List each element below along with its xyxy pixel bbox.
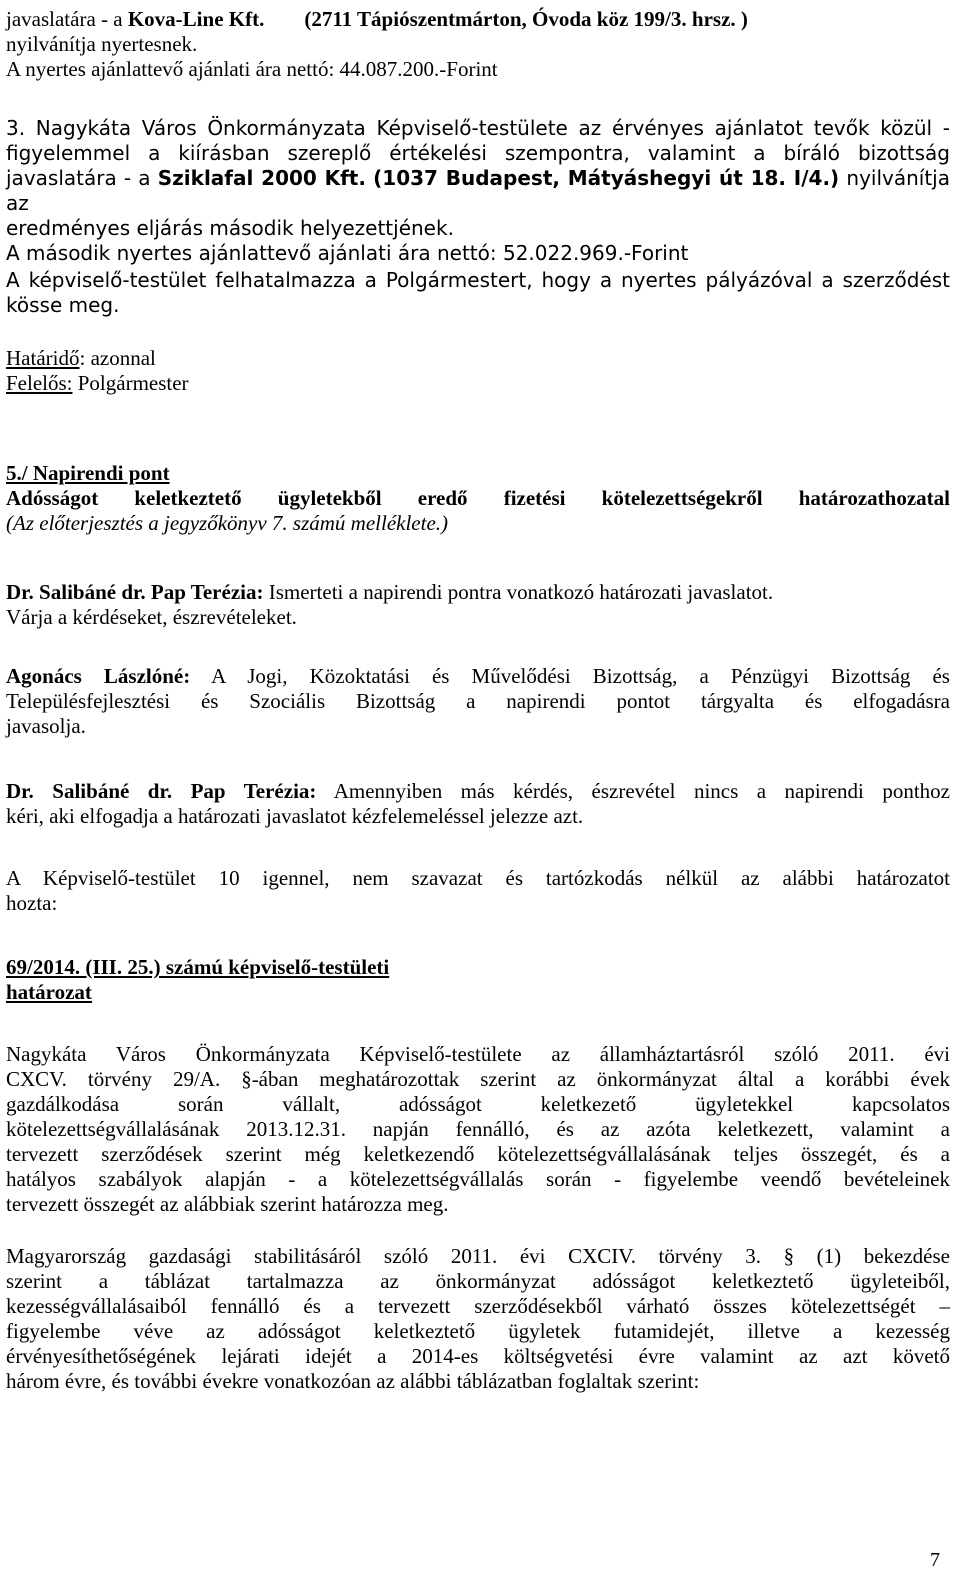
authorization-paragraph: A képviselő-testület felhatalmazza a Polgármestert, hogy a nyertes pályázóval a szerződést kösse meg. [6,268,950,317]
second-place-paragraph: 3. Nagykáta Város Önkormányzata Képviselő-testülete az érvényes ajánlatot tevők közül - figyelemmel a kiírásban szereplő értékelési szempontra, valamint a bíráló bizottság javaslatára - a Sziklafal 2000 Kft. (1037 Budapest, Mátyáshegyi út 18. I/4.) nyilvánítja az eredményes eljárás második helyezettjének. A második nyertes ajánlattevő ajánlati ára nettó: 52.022.969.-Forint [6,116,950,265]
speaker-name: Agonács Lászlóné: [6,664,191,688]
deadline-block [6,346,950,396]
speaker-name: Dr. Salibáné dr. Pap Terézia: [6,580,264,604]
responsible-line: Felelős: Polgármester [6,371,189,395]
vote-paragraph: A Képviselő-testület 10 igennel, nem szavazat és tartózkodás nélkül az alábbi határozatot hozta: [6,866,950,915]
winner-company: Kova-Line Kft. [127,7,265,31]
winner-address: (2711 Tápiószentmárton, Óvoda köz 199/3. hrsz. ) [304,7,748,31]
agenda-item [6,461,950,536]
speech-mayor-1: Dr. Salibáné dr. Pap Terézia: Ismerteti a napirendi pontra vonatkozó határozati javaslatot. Várja a kérdéseket, észrevételeket. [6,580,774,629]
agenda-note: (Az előterjesztés a jegyzőkönyv 7. számú melléklete.) [6,511,449,535]
second-place-price: A második nyertes ajánlattevő ajánlati ára nettó: 52.022.969.-Forint [6,241,689,265]
agenda-title: Adósságot keletkeztető ügyletekből eredő fizetési kötelezettségekről határozathozatal [6,486,950,510]
winner-line-1: javaslatára - a Kova-Line Kft. (2711 Tápiószentmárton, Óvoda köz 199/3. hrsz. ) [6,7,748,31]
deadline-line: Határidő: azonnal [6,346,156,370]
resolution-heading: 69/2014. (III. 25.) számú képviselő-testületi határozat [6,955,390,1004]
page-number: 7 [930,1549,940,1571]
speech-committee: Agonács Lászlóné: A Jogi, Közoktatási és Művelődési Bizottság, a Pénzügyi Bizottság és Településfejlesztési és Szociális Bizottság a napirendi pontot tárgyalta és elfogadásra javasolja. [6,664,950,738]
second-place-address: (1037 Budapest, Mátyáshegyi út 18. I/4.) [373,166,840,190]
agenda-number: 5./ Napirendi pont [6,461,170,485]
second-place-company: Sziklafal 2000 Kft. [157,166,366,190]
speech-mayor-2: Dr. Salibáné dr. Pap Terézia: Amennyiben más kérdés, észrevétel nincs a napirendi ponthoz kéri, aki elfogadja a határozati javaslatot kézfelemeléssel jelezze azt. [6,779,950,828]
winner-paragraph: javaslatára - a Kova-Line Kft. (2711 Tápiószentmárton, Óvoda köz 199/3. hrsz. ) nyilvánítja nyertesnek. A nyertes ajánlattevő ajánlati ára nettó: 44.087.200.-Forint [6,7,950,82]
second-place-line-3: javaslatára - a Sziklafal 2000 Kft. (1037 Budapest, Mátyáshegyi út 18. I/4.) nyilvánítja az [6,166,950,215]
winner-price: A nyertes ajánlattevő ajánlati ára nettó: 44.087.200.-Forint [6,57,498,81]
resolution-body-1: Nagykáta Város Önkormányzata Képviselő-testülete az államháztartásról szóló 2011. évi CXCV. törvény 29/A. §-ában meghatározottak szerint az önkormányzat által a korábbi évek gazdálkodása során vállalt, adósságot keletkezető ügyletekkel kapcsolatos kötelezettségvállalásának 2013.12.31. napján fennálló, és az azóta keletkezett, valamint a tervezett szerződések szerint még keletkezendő kötelezettségvállalásának teljes összegét, és a hatályos szabályok alapján - a kötelezettségvállalás során - figyelembe veendő bevételeinek tervezett összegét az alábbiak szerint határozza meg. [6,1042,950,1216]
resolution-body-2: Magyarország gazdasági stabilitásáról szóló 2011. évi CXCIV. törvény 3. § (1) bekezdése szerint a táblázat tartalmazza az önkormányzat adósságot keletkeztető ügyleteiből, kezességvállalásaiból fennálló és a tervezett szerződésekből várható összes kötelezettségét – figyelembe véve az adósságot keletkeztető ügyletek futamidejét, illetve a kezesség érvényesíthetőségének lejárati idejét a 2014-es költségvetési évre valamint az azt követő három évre, és további évekre vonatkozóan az alábbi táblázatban foglaltak szerint: [6,1244,950,1393]
speaker-name: Dr. Salibáné dr. Pap Terézia: [6,779,317,803]
